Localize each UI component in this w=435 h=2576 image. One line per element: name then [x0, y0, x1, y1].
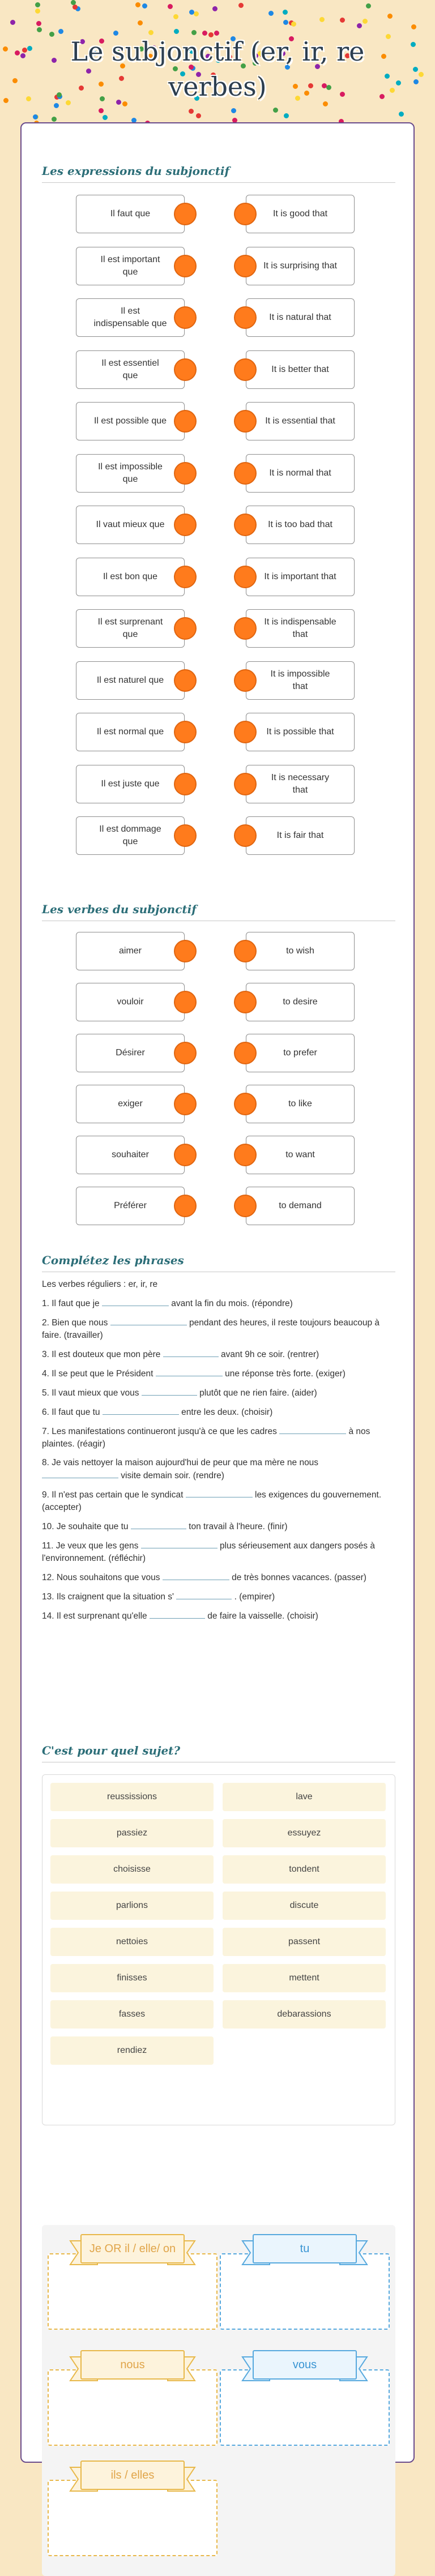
match-item-label: Il vaut mieux que: [96, 520, 165, 529]
connector-knob[interactable]: [174, 1093, 197, 1115]
left-match-item[interactable]: [76, 816, 185, 855]
confetti-dot: [33, 114, 38, 119]
right-match-item[interactable]: [246, 765, 355, 803]
connector-knob[interactable]: [174, 617, 197, 640]
connector-knob[interactable]: [234, 721, 257, 743]
answer-blank[interactable]: [102, 1297, 169, 1306]
page-title: Le subjonctif (er, ir, re verbes): [70, 36, 365, 102]
connector-knob[interactable]: [174, 358, 197, 381]
right-match-item[interactable]: [246, 454, 355, 493]
connector-knob[interactable]: [234, 824, 257, 847]
sentence-14: 14. Il est surprenant qu'elle de faire la vaisselle. (choisir): [42, 1610, 395, 1623]
confetti-dot: [419, 72, 424, 77]
connector-knob[interactable]: [234, 991, 257, 1013]
connector-knob[interactable]: [234, 669, 257, 692]
sentence-13: 13. Ils craignent que la situation s' . (empirer): [42, 1590, 395, 1603]
draggable-word[interactable]: rendiez: [50, 2036, 214, 2065]
confetti-dot: [142, 3, 147, 8]
match-item-label: It is essential that: [265, 416, 335, 426]
sentence-1: 1. Il faut que je avant la fin du mois. (répondre): [42, 1297, 395, 1310]
left-match-item[interactable]: [76, 454, 185, 493]
left-match-item[interactable]: [76, 609, 185, 648]
match-item-label: Il est indispensable que: [93, 306, 167, 328]
answer-blank[interactable]: [156, 1367, 223, 1376]
match-item-label: Préférer: [114, 1201, 147, 1210]
left-match-item[interactable]: [76, 402, 185, 440]
confetti-dot: [413, 79, 419, 84]
confetti-dot: [194, 11, 199, 16]
confetti-dot: [35, 2, 40, 7]
right-match-item[interactable]: [246, 558, 355, 596]
confetti-dot: [103, 115, 108, 120]
right-match-item[interactable]: [246, 298, 355, 337]
match-item-label: to demand: [279, 1201, 322, 1210]
right-match-item[interactable]: [246, 350, 355, 389]
match-item-label: Il est juste que: [101, 778, 160, 789]
left-match-item[interactable]: [76, 195, 185, 233]
match-item-label: Il est dommage que: [99, 824, 161, 846]
answer-blank[interactable]: [141, 1539, 218, 1548]
match-item-label: It is possible that: [266, 727, 334, 737]
draggable-word[interactable]: choisisse: [50, 1855, 214, 1884]
connector-knob[interactable]: [174, 940, 197, 962]
confetti-dot: [319, 17, 325, 22]
complete-section-title: Complétez les phrases: [42, 1253, 184, 1267]
connector-knob[interactable]: [234, 617, 257, 640]
confetti-dot: [231, 108, 236, 113]
match-item-label: Désirer: [116, 1048, 145, 1058]
drop-bucket[interactable]: [48, 2231, 218, 2330]
confetti-dot: [35, 8, 40, 14]
match-item-label: Il est essentiel que: [101, 358, 159, 380]
connector-knob[interactable]: [234, 1093, 257, 1115]
confetti-dot: [238, 3, 244, 8]
confetti-dot: [413, 67, 418, 72]
confetti-dot: [15, 50, 20, 55]
match-item-label: vouloir: [117, 997, 144, 1007]
bucket-label: ils / elles: [80, 2461, 185, 2490]
connector-knob[interactable]: [234, 514, 257, 536]
connector-knob[interactable]: [234, 462, 257, 485]
connector-knob[interactable]: [234, 1144, 257, 1166]
match-item-label: to like: [288, 1099, 312, 1109]
verbs-section-title: Les verbes du subjonctif: [42, 902, 197, 916]
ribbon-banner: [237, 2231, 373, 2270]
confetti-dot: [357, 23, 362, 28]
match-item-label: souhaiter: [112, 1150, 149, 1159]
connector-knob[interactable]: [234, 1042, 257, 1064]
right-match-item[interactable]: [246, 816, 355, 855]
connector-knob[interactable]: [174, 1144, 197, 1166]
confetti-dot: [37, 27, 42, 32]
left-match-item[interactable]: [76, 661, 185, 700]
confetti-dot: [71, 0, 76, 5]
match-item-label: Il est possible que: [93, 416, 167, 426]
confetti-dot: [284, 113, 289, 118]
section-divider: [42, 182, 395, 183]
sorting-area: [42, 2225, 395, 2576]
match-item-label: It is important that: [264, 571, 336, 581]
left-match-item[interactable]: [76, 1034, 185, 1072]
connector-knob[interactable]: [234, 358, 257, 381]
left-match-item[interactable]: [76, 1085, 185, 1123]
sentence-12: 12. Nous souhaitons que vous de très bonnes vacances. (passer): [42, 1571, 395, 1584]
bucket-label: vous: [253, 2350, 357, 2380]
drop-bucket[interactable]: [48, 2347, 218, 2446]
confetti-dot: [189, 109, 194, 114]
match-item-label: It is fair that: [276, 831, 324, 840]
sentence-5: 5. Il vaut mieux que vous plutôt que ne rien faire. (aider): [42, 1387, 395, 1400]
left-match-item[interactable]: [76, 1187, 185, 1225]
confetti-dot: [411, 42, 416, 47]
connector-knob[interactable]: [174, 255, 197, 277]
confetti-dot: [36, 21, 41, 26]
sentence-7: 7. Les manifestations continueront jusqu'à ce que les cadres à nos plaintes. (réagir): [42, 1425, 395, 1450]
confetti-dot: [10, 20, 15, 25]
answer-blank[interactable]: [150, 1610, 205, 1619]
confetti-dot: [189, 10, 194, 15]
confetti-dot: [173, 14, 178, 19]
connector-knob[interactable]: [174, 1195, 197, 1217]
sentence-10: 10. Je souhaite que tu ton travail à l'heure. (finir): [42, 1520, 395, 1533]
match-item-label: It is natural that: [269, 313, 331, 322]
confetti-dot: [212, 6, 218, 11]
right-match-item[interactable]: [246, 1085, 355, 1123]
confetti-dot: [135, 2, 140, 7]
sentence-9: 9. Il n'est pas certain que le syndicat les exigences du gouvernement. (accepter): [42, 1488, 395, 1514]
match-item-label: It is necessary that: [271, 772, 330, 795]
ribbon-banner: [65, 2231, 201, 2270]
match-item-label: to prefer: [283, 1048, 317, 1058]
connector-knob[interactable]: [174, 203, 197, 225]
sentence-4: 4. Il se peut que le Président une réponse très forte. (exiger): [42, 1367, 395, 1380]
draggable-word[interactable]: lave: [223, 1783, 386, 1811]
confetti-dot: [411, 24, 416, 29]
match-item-label: Il est bon que: [103, 571, 158, 581]
worksheet-card: [20, 122, 415, 2481]
match-item-label: aimer: [118, 946, 142, 956]
confetti-dot: [99, 108, 104, 113]
confetti-dot: [27, 46, 32, 51]
draggable-word[interactable]: discute: [223, 1892, 386, 1920]
bucket-label: tu: [253, 2234, 357, 2263]
connector-knob[interactable]: [174, 462, 197, 485]
connector-knob[interactable]: [174, 1042, 197, 1064]
answer-blank[interactable]: [142, 1387, 197, 1396]
confetti-dot: [20, 53, 25, 58]
expressions-section-title: Les expressions du subjonctif: [42, 164, 230, 178]
right-match-item[interactable]: [246, 1187, 355, 1225]
draggable-word[interactable]: nettoies: [50, 1928, 214, 1956]
match-item-label: It is surprising that: [263, 260, 337, 271]
right-match-item[interactable]: [246, 402, 355, 440]
sentence-6: 6. Il faut que tu entre les deux. (choisir): [42, 1406, 395, 1419]
match-item-label: It is good that: [272, 209, 328, 219]
left-match-item[interactable]: [76, 983, 185, 1021]
connector-knob[interactable]: [174, 514, 197, 536]
match-item-label: Il faut que: [110, 209, 151, 219]
bucket-label: nous: [80, 2350, 185, 2380]
confetti-dot: [26, 96, 31, 101]
confetti-dot: [283, 10, 288, 15]
match-item-label: It is too bad that: [268, 520, 332, 529]
confetti-dot: [58, 29, 63, 34]
match-item-label: Il est surprenant que: [97, 617, 163, 639]
word-bank: [42, 1774, 395, 2125]
draggable-word[interactable]: debarassions: [223, 2000, 386, 2029]
left-match-item[interactable]: [76, 713, 185, 751]
confetti-dot: [366, 3, 371, 8]
right-match-item[interactable]: [246, 609, 355, 648]
match-item-label: to desire: [283, 997, 318, 1007]
confetti-dot: [273, 108, 278, 113]
fill-in-exercise: [42, 1278, 395, 1629]
confetti-dot: [387, 14, 393, 19]
confetti-dot: [3, 98, 8, 103]
match-item-label: It is impossible that: [270, 669, 330, 691]
sentence-3: 3. Il est douteux que mon père avant 9h ce soir. (rentrer): [42, 1348, 395, 1361]
right-match-item[interactable]: [246, 932, 355, 970]
answer-blank[interactable]: [279, 1425, 346, 1434]
match-item-label: It is better that: [271, 364, 329, 374]
connector-knob[interactable]: [234, 940, 257, 962]
connector-knob[interactable]: [234, 255, 257, 277]
right-match-item[interactable]: [246, 195, 355, 233]
drop-bucket[interactable]: [220, 2231, 390, 2330]
ribbon-banner: [65, 2347, 201, 2386]
confetti-dot: [12, 78, 18, 83]
connector-knob[interactable]: [174, 773, 197, 795]
answer-blank[interactable]: [110, 1316, 187, 1325]
answer-blank[interactable]: [186, 1488, 253, 1497]
ribbon-banner: [237, 2347, 373, 2386]
left-match-item[interactable]: [76, 350, 185, 389]
confetti-dot: [268, 11, 274, 16]
match-item-label: to wish: [286, 946, 314, 956]
confetti-dot: [196, 113, 201, 118]
confetti-dot: [283, 20, 288, 25]
subject-section-title: C'est pour quel sujet?: [42, 1744, 181, 1757]
sentence-8: 8. Je vais nettoyer la maison aujourd'hui de peur que ma mère ne nous visite demain soir. (rendre): [42, 1458, 319, 1480]
answer-blank[interactable]: [131, 1520, 186, 1529]
connector-knob[interactable]: [234, 773, 257, 795]
draggable-word[interactable]: essuyez: [223, 1819, 386, 1847]
match-item-label: to want: [285, 1150, 315, 1159]
right-match-item[interactable]: [246, 1136, 355, 1174]
match-item-label: Il est impossible que: [98, 461, 163, 484]
connector-knob[interactable]: [174, 566, 197, 588]
connector-knob[interactable]: [174, 410, 197, 433]
left-match-item[interactable]: [76, 247, 185, 285]
connector-knob[interactable]: [174, 824, 197, 847]
answer-blank[interactable]: [163, 1348, 219, 1357]
confetti-dot: [291, 22, 296, 27]
connector-knob[interactable]: [174, 306, 197, 329]
confetti-dot: [362, 19, 368, 24]
right-match-item[interactable]: [246, 713, 355, 751]
connector-knob[interactable]: [174, 721, 197, 743]
confetti-dot: [399, 112, 404, 117]
confetti-dot: [138, 20, 143, 25]
answer-blank[interactable]: [103, 1406, 179, 1415]
draggable-word[interactable]: finisses: [50, 1964, 214, 1992]
right-match-item[interactable]: [246, 506, 355, 544]
draggable-word[interactable]: parlions: [50, 1892, 214, 1920]
drop-bucket[interactable]: [220, 2347, 390, 2446]
match-item-label: It is indispensable that: [264, 617, 336, 639]
confetti-dot: [168, 4, 173, 9]
confetti-dot: [72, 5, 78, 10]
connector-knob[interactable]: [234, 306, 257, 329]
right-match-item[interactable]: [246, 661, 355, 700]
answer-blank[interactable]: [42, 1469, 118, 1478]
sentence-2: 2. Bien que nous pendant des heures, il reste toujours beaucoup à faire. (travailler): [42, 1316, 395, 1342]
left-match-item[interactable]: [76, 932, 185, 970]
left-match-item[interactable]: [76, 506, 185, 544]
left-match-item[interactable]: [76, 298, 185, 337]
left-match-item[interactable]: [76, 1136, 185, 1174]
right-match-item[interactable]: [246, 1034, 355, 1072]
sentence-11: 11. Je veux que les gens plus sérieusement aux dangers posés à l'environnement. (réfléchir): [42, 1539, 395, 1565]
match-item-label: It is normal that: [269, 468, 331, 478]
connector-knob[interactable]: [174, 669, 197, 692]
draggable-word[interactable]: fasses: [50, 2000, 214, 2029]
draggable-word[interactable]: tondent: [223, 1855, 386, 1884]
left-match-item[interactable]: [76, 765, 185, 803]
ribbon-banner: [65, 2457, 201, 2497]
connector-knob[interactable]: [234, 410, 257, 433]
exercise-intro: Les verbes réguliers : er, ir, re: [42, 1280, 158, 1289]
title-banner: [34, 34, 401, 104]
draggable-word[interactable]: passiez: [50, 1819, 214, 1847]
bucket-label: Je OR il / elle/ on: [80, 2234, 185, 2263]
draggable-word[interactable]: passent: [223, 1928, 386, 1956]
right-match-item[interactable]: [246, 247, 355, 285]
connector-knob[interactable]: [234, 1195, 257, 1217]
match-item-label: Il est normal que: [96, 727, 164, 737]
answer-blank[interactable]: [176, 1590, 232, 1599]
right-match-item[interactable]: [246, 983, 355, 1021]
match-item-label: Il est important que: [100, 254, 160, 277]
match-item-label: Il est naturel que: [96, 675, 164, 685]
answer-blank[interactable]: [163, 1571, 229, 1580]
connector-knob[interactable]: [234, 203, 257, 225]
confetti-dot: [174, 29, 179, 34]
connector-knob[interactable]: [174, 991, 197, 1013]
draggable-word[interactable]: reussissions: [50, 1783, 214, 1811]
confetti-dot: [340, 18, 345, 23]
confetti-dot: [52, 117, 57, 122]
left-match-item[interactable]: [76, 558, 185, 596]
match-item-label: exiger: [118, 1099, 143, 1109]
confetti-dot: [3, 46, 8, 52]
connector-knob[interactable]: [234, 566, 257, 588]
draggable-word[interactable]: mettent: [223, 1964, 386, 1992]
drop-bucket[interactable]: [48, 2457, 218, 2556]
confetti-dot: [22, 48, 27, 53]
